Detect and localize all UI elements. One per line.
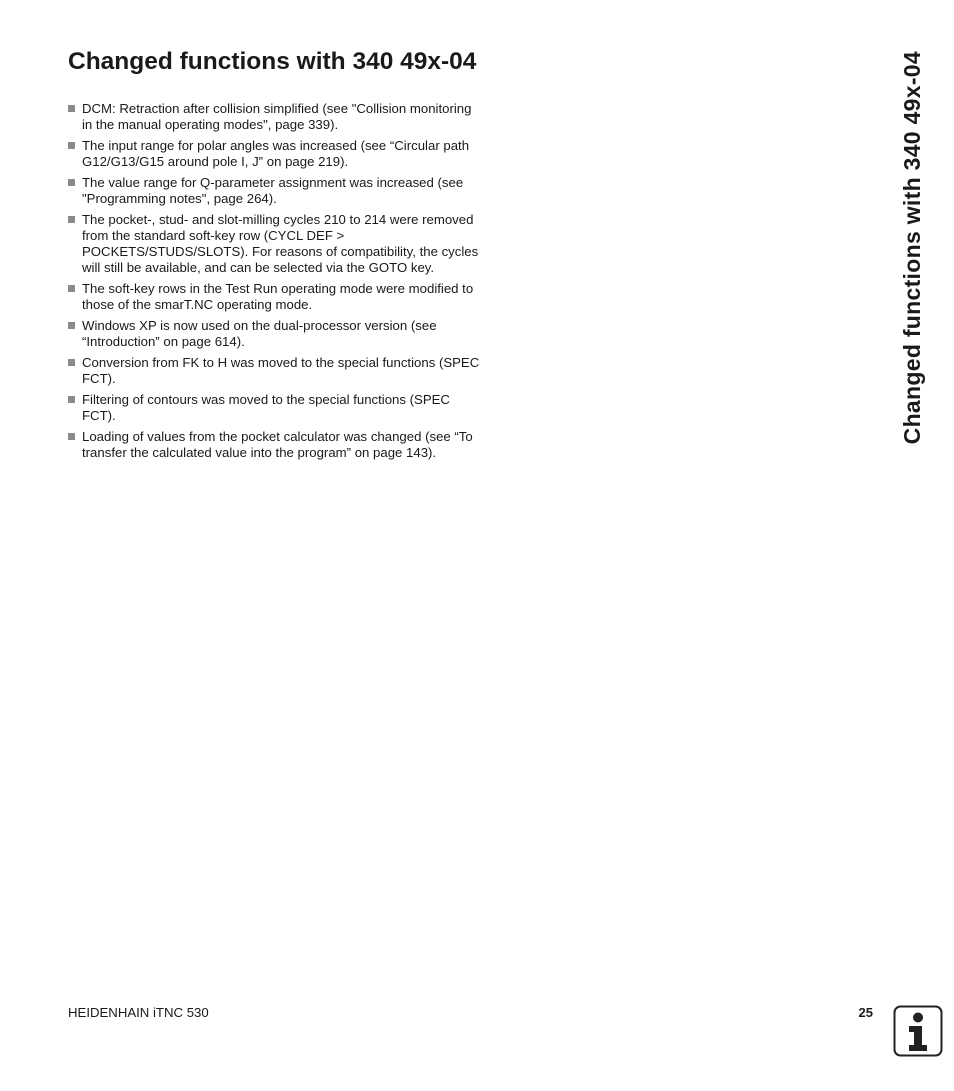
footer-manual-name: HEIDENHAIN iTNC 530 — [68, 1005, 209, 1020]
list-item-line: FCT). — [82, 371, 116, 386]
list-item — [68, 429, 513, 461]
list-item-line: Windows XP is now used on the dual-processor version (see — [82, 318, 437, 333]
square-bullet-icon — [68, 322, 75, 329]
page-title: Changed functions with 340 49x-04 — [68, 48, 477, 75]
list-item-line: from the standard soft-key row (CYCL DEF > — [82, 228, 345, 243]
list-item-line: FCT). — [82, 408, 116, 423]
square-bullet-icon — [68, 142, 75, 149]
list-item-line: in the manual operating modes", page 339). — [82, 117, 339, 132]
list-item — [68, 392, 513, 424]
page-number: 25 — [858, 1005, 873, 1020]
list-item-line: POCKETS/STUDS/SLOTS). For reasons of compatibility, the cycles — [82, 244, 479, 259]
list-item-line: The soft-key rows in the Test Run operating mode were modified to — [82, 281, 474, 296]
info-icon — [893, 1005, 943, 1057]
list-item — [68, 101, 513, 133]
list-item — [68, 175, 513, 207]
square-bullet-icon — [68, 396, 75, 403]
square-bullet-icon — [68, 285, 75, 292]
list-item-line: those of the smarT.NC operating mode. — [82, 297, 313, 312]
list-item-line: Filtering of contours was moved to the special functions (SPEC — [82, 392, 450, 407]
list-item-line: “Introduction” on page 614). — [82, 334, 245, 349]
side-title: Changed functions with 340 49x-04 — [899, 51, 925, 445]
list-item — [68, 281, 513, 313]
list-item-line: "Programming notes", page 264). — [82, 191, 277, 206]
list-item — [68, 355, 513, 387]
list-item-line: will still be available, and can be selected via the GOTO key. — [82, 260, 435, 275]
square-bullet-icon — [68, 179, 75, 186]
list-item-line: The value range for Q-parameter assignment was increased (see — [82, 175, 464, 190]
side-title-tab — [893, 51, 931, 479]
list-item — [68, 138, 513, 170]
list-item-line: Conversion from FK to H was moved to the special functions (SPEC — [82, 355, 480, 370]
change-list — [68, 101, 513, 466]
square-bullet-icon — [68, 359, 75, 366]
list-item-line: The pocket-, stud- and slot-milling cycles 210 to 214 were removed — [82, 212, 474, 227]
list-item-line: The input range for polar angles was increased (see “Circular path — [82, 138, 470, 153]
square-bullet-icon — [68, 216, 75, 223]
list-item-line: DCM: Retraction after collision simplified (see "Collision monitoring — [82, 101, 472, 116]
list-item — [68, 318, 513, 350]
list-item-line: transfer the calculated value into the program” on page 143). — [82, 445, 437, 460]
list-item-line: G12/G13/G15 around pole I, J” on page 219). — [82, 154, 349, 169]
square-bullet-icon — [68, 433, 75, 440]
list-item-line: Loading of values from the pocket calculator was changed (see “To — [82, 429, 473, 444]
square-bullet-icon — [68, 105, 75, 112]
list-item — [68, 212, 513, 276]
